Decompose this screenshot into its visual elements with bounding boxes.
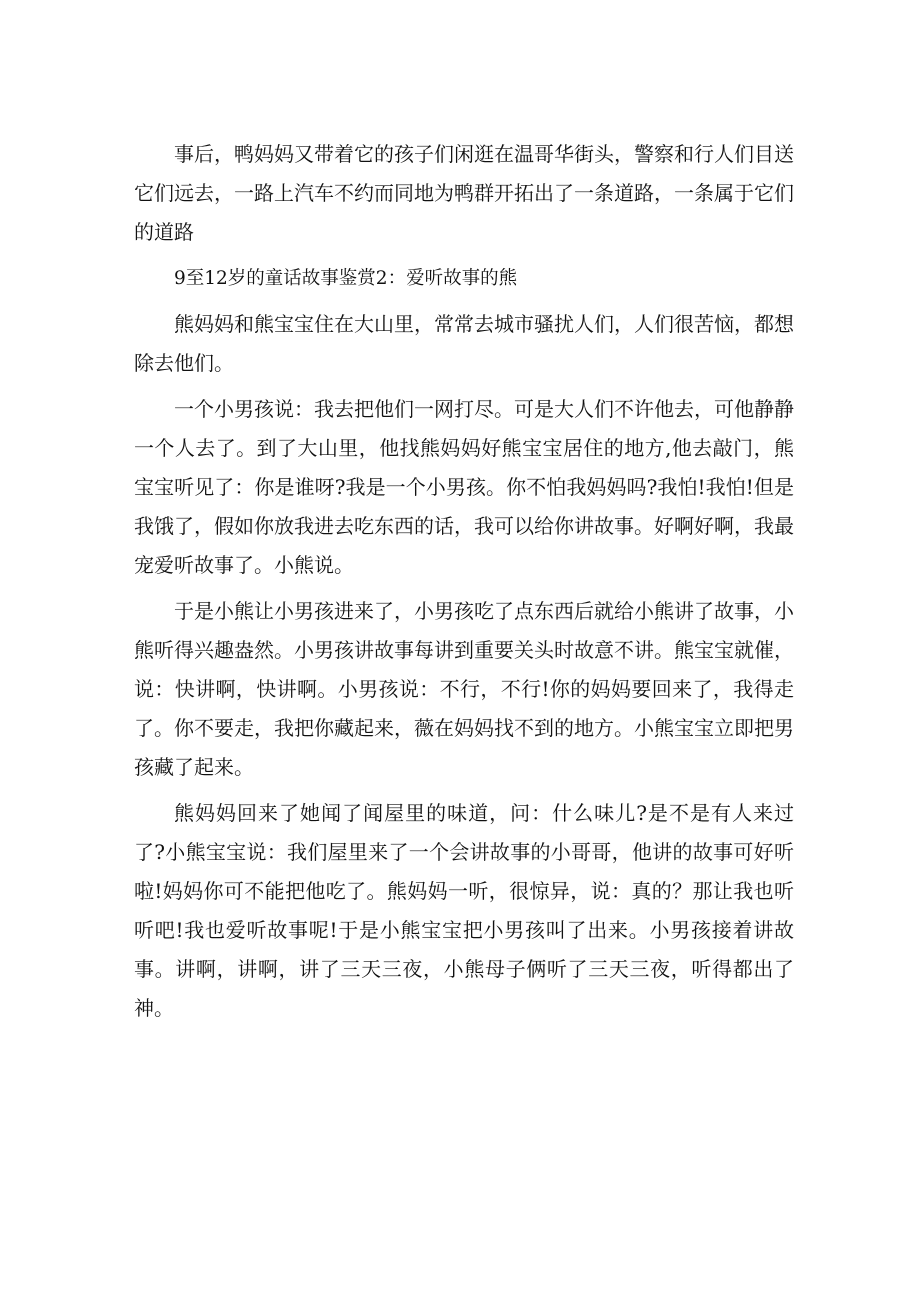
document-body xyxy=(134,135,794,1035)
paragraph-ducks-ending: 事后，鸭妈妈又带着它的孩子们闲逛在温哥华街头，警察和行人们目送它们远去，一路上汽车不约而同地为鸭群开拓出了一条道路，一条属于它们的道路 xyxy=(134,142,794,244)
paragraph-boy-hidden: 于是小熊让小男孩进来了，小男孩吃了点东西后就给小熊讲了故事，小熊听得兴趣盎然。小男孩讲故事每讲到重要关头时故意不讲。熊宝宝就催，说：快讲啊，快讲啊。小男孩说：不行，不行!你的妈妈要回来了，我得走了。你不要走，我把你藏起来，薇在妈妈找不到的地方。小熊宝宝立即把男孩藏了起来。 xyxy=(134,599,794,779)
section-heading: 9至12岁的童话故事鉴赏2：爱听故事的熊 xyxy=(174,268,518,289)
paragraph-bear-intro: 熊妈妈和熊宝宝住在大山里，常常去城市骚扰人们，人们很苦恼，都想除去他们。 xyxy=(134,312,794,375)
paragraph-mother-returns: 熊妈妈回来了她闻了闻屋里的味道，问：什么味儿?是不是有人来过了?小熊宝宝说：我们屋里来了一个会讲故事的小哥哥，他讲的故事可好听啦!妈妈你可不能把他吃了。熊妈妈一听，很惊异，说：真的？那让我也听听吧!我也爱听故事呢!于是小熊宝宝把小男孩叫了出来。小男孩接着讲故事。讲啊，讲啊，讲了三天三夜，小熊母子俩听了三天三夜，听得都出了神。 xyxy=(134,801,794,1020)
paragraph-boy-visits: 一个小男孩说：我去把他们一网打尽。可是大人们不许他去，可他静静一个人去了。到了大山里，他找熊妈妈好熊宝宝居住的地方,他去敲门，熊宝宝听见了：你是谁呀?我是一个小男孩。你不怕我妈妈吗?我怕!我怕!但是我饿了，假如你放我进去吃东西的话，我可以给你讲故事。好啊好啊，我最宠爱听故事了。小熊说。 xyxy=(134,397,794,577)
